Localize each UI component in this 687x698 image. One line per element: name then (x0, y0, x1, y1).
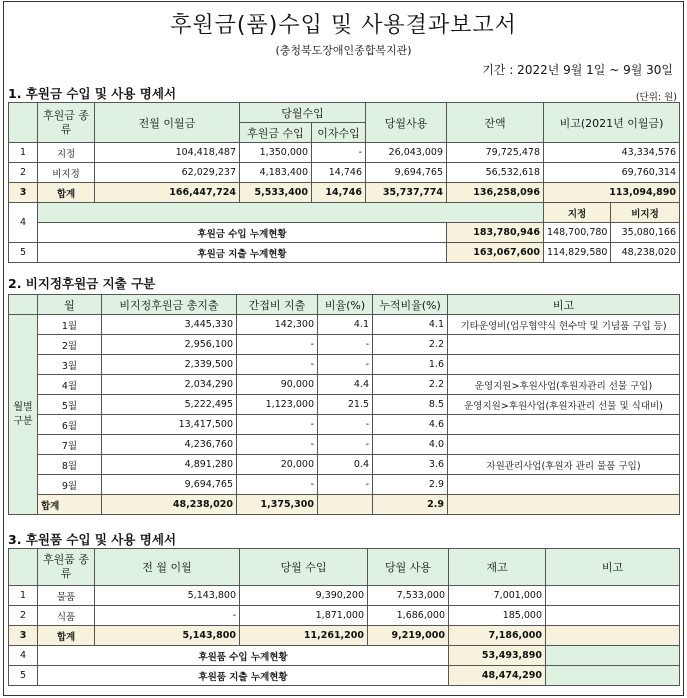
income-cumulative-undesignated: 35,080,166 (611, 223, 680, 243)
header-month-income: 당월수입 (240, 103, 366, 123)
report-subtitle: (충청북도장애인종합복지관) (275, 44, 412, 57)
summary-undesignated-label: 비지정 (611, 203, 680, 223)
header-note: 비고 (546, 549, 680, 586)
header-cell (9, 103, 38, 143)
row-cumulative: 2.9 (373, 475, 448, 495)
row-index: 4 (9, 646, 38, 666)
report-period: 기간 : 2022년 9월 1일 ~ 9월 30일 (482, 63, 673, 77)
header-income: 당월 수입 (240, 549, 368, 586)
row-total: 2,956,100 (102, 335, 237, 355)
row-use: 7,533,000 (368, 586, 449, 606)
row-use: 35,737,774 (366, 183, 447, 203)
row-month: 1월 (38, 315, 102, 335)
row-note: 43,334,576 (544, 143, 680, 163)
row-stock: 185,000 (449, 606, 546, 626)
header-cell (9, 549, 38, 586)
row-ratio: 4.4 (318, 375, 373, 395)
row-donation: 5,533,400 (240, 183, 312, 203)
row-stock: 7,186,000 (449, 626, 546, 646)
summary-row (9, 223, 680, 243)
header-type: 후원품 종류 (38, 549, 95, 586)
row-cumulative: 1.6 (373, 355, 448, 375)
summary-row (9, 243, 680, 263)
row-total: 4,891,280 (102, 455, 237, 475)
table-row (9, 586, 680, 606)
row-cumulative: 3.6 (373, 455, 448, 475)
row-ratio: 4.1 (318, 315, 373, 335)
side-label: 월별 구분 (9, 315, 38, 515)
header-prev: 전 월 이월 (95, 549, 240, 586)
row-month: 합계 (38, 495, 102, 515)
row-use: 9,219,000 (368, 626, 449, 646)
donation-goods-table (8, 548, 680, 686)
row-prev: 62,029,237 (95, 163, 240, 183)
row-note: 운영지원>후원사업(후원자관리 선물 구입) (448, 375, 680, 395)
undesignated-expense-table (8, 294, 680, 515)
income-cumulative-total: 183,780,946 (447, 223, 544, 243)
table-total-row (9, 495, 680, 515)
expense-cumulative-total: 163,067,600 (447, 243, 544, 263)
row-note (546, 606, 680, 626)
row-note (448, 435, 680, 455)
row-ratio: - (318, 335, 373, 355)
row-stock: 7,001,000 (449, 586, 546, 606)
report-document (3, 1, 684, 696)
row-use: 9,694,765 (366, 163, 447, 183)
row-cumulative: 4.0 (373, 435, 448, 455)
row-index: 2 (9, 606, 38, 626)
summary-header-row (9, 203, 680, 223)
table-row (9, 143, 680, 163)
row-indirect: - (237, 355, 318, 375)
row-month: 4월 (38, 375, 102, 395)
row-type: 지정 (38, 143, 95, 163)
summary-spacer (546, 666, 680, 686)
header-interest-income: 이자수입 (312, 123, 366, 143)
row-total: 13,417,500 (102, 415, 237, 435)
table-row (9, 606, 680, 626)
row-ratio: - (318, 355, 373, 375)
header-cumulative: 누적비율(%) (373, 295, 448, 315)
row-indirect: - (237, 415, 318, 435)
summary-spacer (38, 203, 544, 223)
goods-expense-cumulative-label: 후원품 지출 누계현황 (38, 666, 449, 686)
row-type: 합계 (38, 183, 95, 203)
row-indirect: 1,375,300 (237, 495, 318, 515)
row-total: 4,236,760 (102, 435, 237, 455)
row-donation: 4,183,400 (240, 163, 312, 183)
expense-cumulative-label: 후원금 지출 누계현황 (38, 243, 447, 263)
row-balance: 79,725,478 (447, 143, 544, 163)
header-month: 월 (38, 295, 102, 315)
row-total: 9,694,765 (102, 475, 237, 495)
row-cumulative: 2.2 (373, 375, 448, 395)
row-interest: 14,746 (312, 183, 366, 203)
row-total: 3,445,330 (102, 315, 237, 335)
row-month: 2월 (38, 335, 102, 355)
table-row (9, 355, 680, 375)
table-row (9, 375, 680, 395)
row-index: 5 (9, 243, 38, 263)
row-income: 9,390,200 (240, 586, 368, 606)
row-indirect: - (237, 335, 318, 355)
table-row (9, 335, 680, 355)
row-month: 8월 (38, 455, 102, 475)
row-use: 1,686,000 (368, 606, 449, 626)
table-row (9, 395, 680, 415)
row-cumulative: 2.2 (373, 335, 448, 355)
unit-label: (단위: 원) (635, 92, 677, 103)
row-note: 운영지원>후원사업(후원자관리 선물 및 식대비) (448, 395, 680, 415)
table-header-row (9, 103, 680, 123)
table-total-row (9, 626, 680, 646)
row-note (448, 335, 680, 355)
row-total: 2,339,500 (102, 355, 237, 375)
expense-cumulative-undesignated: 48,238,020 (611, 243, 680, 263)
row-cumulative: 8.5 (373, 395, 448, 415)
summary-spacer (546, 646, 680, 666)
row-indirect: 90,000 (237, 375, 318, 395)
header-indirect: 간접비 지출 (237, 295, 318, 315)
row-index: 4 (9, 203, 38, 243)
row-type: 식품 (38, 606, 95, 626)
goods-income-cumulative-label: 후원품 수입 누계현황 (38, 646, 449, 666)
row-index: 3 (9, 626, 38, 646)
row-indirect: 20,000 (237, 455, 318, 475)
row-total: 48,238,020 (102, 495, 237, 515)
table-header-row (9, 295, 680, 315)
table-total-row (9, 183, 680, 203)
row-month: 7월 (38, 435, 102, 455)
row-ratio: - (318, 475, 373, 495)
section3-title: 3. 후원품 수입 및 사용 명세서 (8, 532, 177, 547)
row-cumulative: 4.1 (373, 315, 448, 335)
row-month: 5월 (38, 395, 102, 415)
row-prev: 5,143,800 (95, 626, 240, 646)
row-total: 2,034,290 (102, 375, 237, 395)
income-cumulative-label: 후원금 수입 누계현황 (38, 223, 447, 243)
row-index: 3 (9, 183, 38, 203)
table-row (9, 163, 680, 183)
row-note: 자원관리사업(후원자 관리 물품 구입) (448, 455, 680, 475)
row-ratio: 0.4 (318, 455, 373, 475)
header-cell (9, 295, 38, 315)
row-ratio: - (318, 415, 373, 435)
row-cumulative: 2.9 (373, 495, 448, 515)
income-cumulative-designated: 148,700,780 (544, 223, 611, 243)
row-income: 1,871,000 (240, 606, 368, 626)
row-interest: 14,746 (312, 163, 366, 183)
header-total: 비지정후원금 총지출 (102, 295, 237, 315)
goods-income-cumulative-total: 53,493,890 (449, 646, 546, 666)
header-donation-income: 후원금 수입 (240, 123, 312, 143)
header-balance: 잔액 (447, 103, 544, 143)
section2-title: 2. 비지정후원금 지출 구분 (8, 276, 156, 291)
row-note (546, 586, 680, 606)
row-cumulative: 4.6 (373, 415, 448, 435)
table-row (9, 455, 680, 475)
row-income: 11,261,200 (240, 626, 368, 646)
header-note: 비고(2021년 이월금) (544, 103, 680, 143)
section1-title: 1. 후원금 수입 및 사용 명세서 (8, 86, 177, 101)
summary-row (9, 646, 680, 666)
row-index: 1 (9, 586, 38, 606)
row-indirect: 1,123,000 (237, 395, 318, 415)
summary-row (9, 666, 680, 686)
row-month: 9월 (38, 475, 102, 495)
table-row (9, 475, 680, 495)
table-row (9, 415, 680, 435)
row-index: 5 (9, 666, 38, 686)
row-prev: 5,143,800 (95, 586, 240, 606)
header-stock: 재고 (449, 549, 546, 586)
row-ratio: 21.5 (318, 395, 373, 415)
row-note (546, 626, 680, 646)
row-index: 1 (9, 143, 38, 163)
table-header-row (9, 549, 680, 586)
report-title: 후원금(품)수입 및 사용결과보고서 (170, 13, 517, 38)
row-type: 물품 (38, 586, 95, 606)
row-ratio: - (318, 435, 373, 455)
row-prev: 104,418,487 (95, 143, 240, 163)
row-note: 69,760,314 (544, 163, 680, 183)
row-type: 비지정 (38, 163, 95, 183)
row-indirect: - (237, 435, 318, 455)
summary-designated-label: 지정 (544, 203, 611, 223)
header-use: 당월 사용 (368, 549, 449, 586)
row-prev: - (95, 606, 240, 626)
row-note (448, 495, 680, 515)
row-indirect: - (237, 475, 318, 495)
row-note: 113,094,890 (544, 183, 680, 203)
row-note: 기타운영비(업무협약식 현수막 및 기념품 구입 등) (448, 315, 680, 335)
row-index: 2 (9, 163, 38, 183)
header-note: 비고 (448, 295, 680, 315)
row-interest: - (312, 143, 366, 163)
row-indirect: 142,300 (237, 315, 318, 335)
row-note (448, 355, 680, 375)
row-donation: 1,350,000 (240, 143, 312, 163)
header-month-use: 당월사용 (366, 103, 447, 143)
table-row (9, 315, 680, 335)
row-month: 6월 (38, 415, 102, 435)
header-type: 후원금 종류 (38, 103, 95, 143)
donation-money-table (8, 102, 680, 263)
row-total: 5,222,495 (102, 395, 237, 415)
row-type: 합계 (38, 626, 95, 646)
row-note (448, 415, 680, 435)
header-ratio: 비율(%) (318, 295, 373, 315)
row-month: 3월 (38, 355, 102, 375)
row-note (448, 475, 680, 495)
row-balance: 56,532,618 (447, 163, 544, 183)
row-use: 26,043,009 (366, 143, 447, 163)
row-balance: 136,258,096 (447, 183, 544, 203)
row-prev: 166,447,724 (95, 183, 240, 203)
table-row (9, 435, 680, 455)
row-ratio (318, 495, 373, 515)
expense-cumulative-designated: 114,829,580 (544, 243, 611, 263)
header-prev: 전월 이월금 (95, 103, 240, 143)
goods-expense-cumulative-total: 48,474,290 (449, 666, 546, 686)
